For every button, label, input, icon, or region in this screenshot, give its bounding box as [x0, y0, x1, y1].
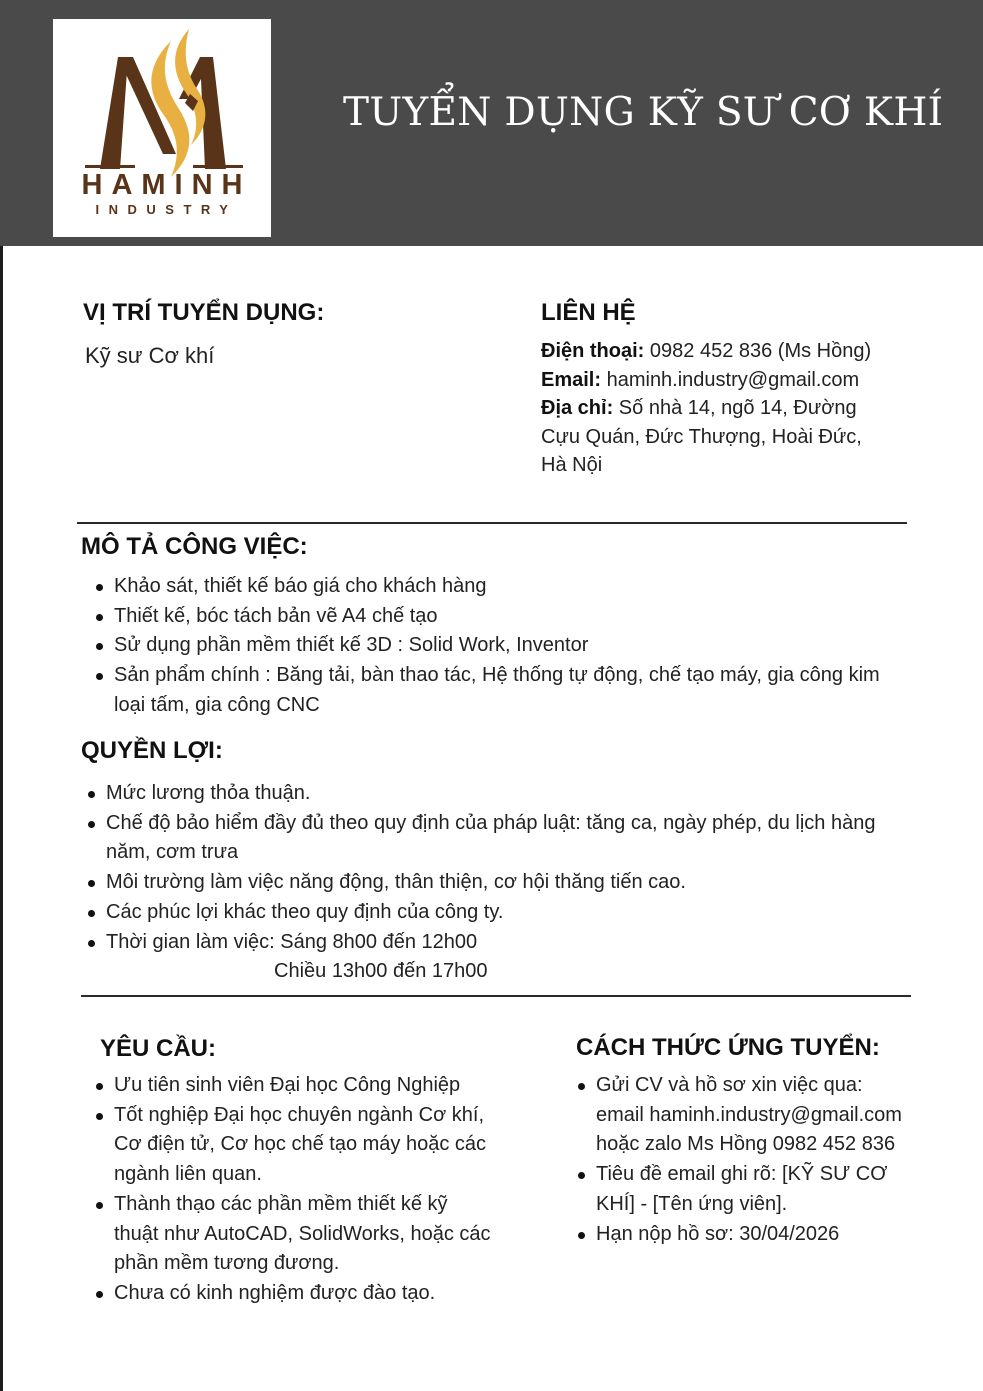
logo-tagline: INDUSTRY: [95, 202, 238, 217]
list-item-working-hours: [80, 928, 880, 987]
requirements-list: [88, 1071, 493, 1309]
divider-top: [77, 522, 907, 524]
address-value: Số nhà 14, ngõ 14, Đường Cựu Quán, Đức Thượng, Hoài Đức, Hà Nội: [541, 397, 862, 476]
benefits-list: [80, 779, 880, 987]
divider-bottom: [81, 995, 911, 997]
working-hours-morning: Thời gian làm việc: Sáng 8h00 đến 12h00: [106, 930, 478, 953]
logo-name: HAMINH: [81, 169, 252, 201]
position-heading: VỊ TRÍ TUYỂN DỤNG:: [83, 299, 325, 326]
job-description-heading: MÔ TẢ CÔNG VIỆC:: [81, 533, 308, 560]
contact-heading: LIÊN HỆ: [541, 299, 636, 326]
position-value: Kỹ sư Cơ khí: [85, 343, 215, 368]
list-item: Các phúc lợi khác theo quy định của công ty.: [80, 898, 880, 928]
list-item: Khảo sát, thiết kế báo giá cho khách hàng: [88, 572, 888, 602]
benefits-heading: QUYỀN LỢI:: [81, 737, 223, 764]
list-item: Sản phẩm chính : Băng tải, bàn thao tác, Hệ thống tự động, chế tạo máy, gia công kim loại tấm, gia công CNC: [88, 661, 888, 720]
list-item: Môi trường làm việc năng động, thân thiện, cơ hội thăng tiến cao.: [80, 868, 880, 898]
email-value[interactable]: haminh.industry@gmail.com: [601, 368, 860, 391]
list-item: Mức lương thỏa thuận.: [80, 779, 880, 809]
list-item: Tiêu đề email ghi rõ: [KỸ SƯ CƠ KHÍ] - [Tên ứng viên].: [570, 1160, 915, 1219]
how-to-apply-list: [570, 1071, 915, 1249]
list-item: Tốt nghiệp Đại học chuyên ngành Cơ khí, Cơ điện tử, Cơ học chế tạo máy hoặc các ngành liên quan.: [88, 1101, 493, 1190]
company-logo: [53, 19, 271, 237]
list-item: Sử dụng phần mềm thiết kế 3D : Solid Work, Inventor: [88, 631, 888, 661]
list-item: Gửi CV và hồ sơ xin việc qua: email haminh.industry@gmail.com hoặc zalo Ms Hồng 0982 452 836: [570, 1071, 915, 1160]
list-item: Thành thạo các phần mềm thiết kế kỹ thuật như AutoCAD, SolidWorks, hoặc các phần mềm tương đương.: [88, 1190, 493, 1279]
list-item: Hạn nộp hồ sơ: 30/04/2026: [570, 1220, 915, 1250]
phone-value: 0982 452 836 (Ms Hồng): [644, 340, 872, 362]
list-item: Chế độ bảo hiểm đầy đủ theo quy định của pháp luật: tăng ca, ngày phép, du lịch hàng năm, cơm trưa: [80, 809, 880, 868]
header-banner: [0, 0, 983, 246]
contact-address: [541, 394, 886, 480]
address-label: Địa chỉ:: [541, 397, 614, 419]
contact-email: [541, 366, 886, 395]
contact-block: [541, 337, 886, 480]
how-to-apply-heading: CÁCH THỨC ỨNG TUYỂN:: [576, 1034, 880, 1061]
list-item: Chưa có kinh nghiệm được đào tạo.: [88, 1279, 493, 1309]
working-hours-afternoon: Chiều 13h00 đến 17h00: [274, 960, 488, 983]
list-item: Ưu tiên sinh viên Đại học Công Nghiệp: [88, 1071, 493, 1101]
job-description-list: [88, 572, 888, 721]
phone-label: Điện thoại:: [541, 340, 645, 362]
contact-phone: [541, 337, 886, 366]
list-item: Thiết kế, bóc tách bản vẽ A4 chế tạo: [88, 602, 888, 632]
page-title: TUYỂN DỤNG KỸ SƯ CƠ KHÍ: [343, 90, 944, 135]
requirements-heading: YÊU CẦU:: [100, 1035, 217, 1062]
email-label: Email:: [541, 368, 602, 391]
